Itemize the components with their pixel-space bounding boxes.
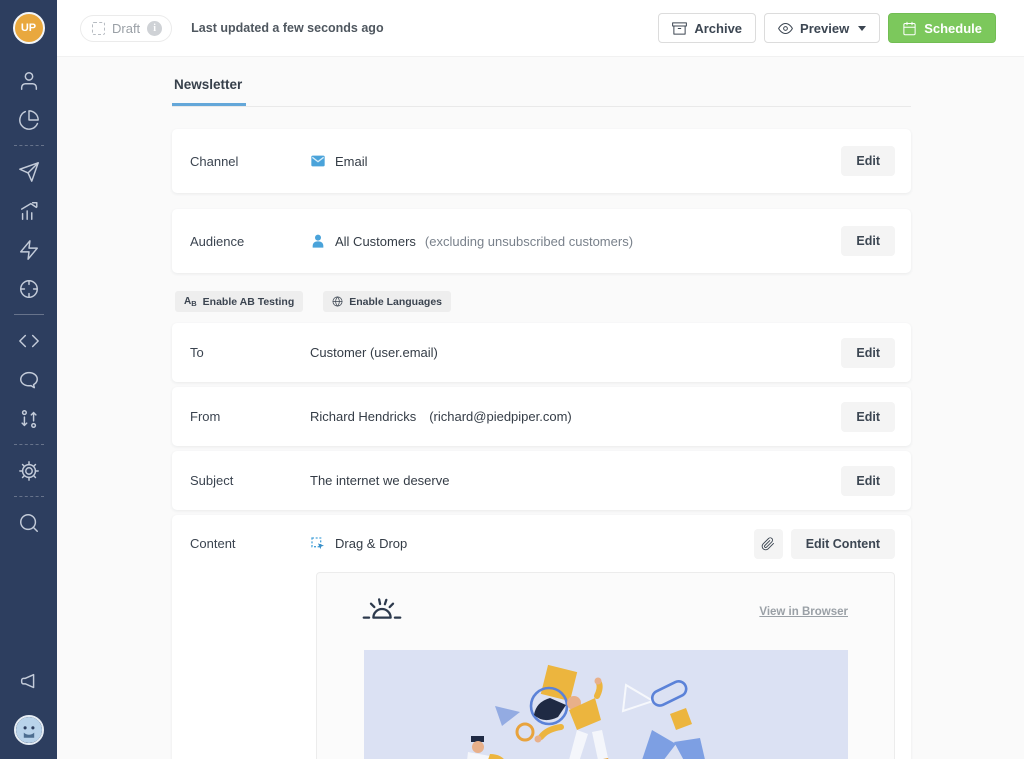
status-label: Draft (112, 20, 141, 36)
sidebar-divider (14, 145, 44, 146)
channel-row (172, 129, 911, 193)
explore-icon[interactable] (18, 278, 40, 300)
from-value: Richard Hendricks (310, 409, 417, 424)
edit-content-button[interactable]: Edit Content (791, 529, 895, 559)
workflow-icon[interactable] (18, 408, 40, 430)
last-updated-text: Last updated a few seconds ago (191, 21, 384, 35)
sidebar-nav (14, 61, 44, 542)
chat-icon[interactable] (18, 369, 40, 391)
to-label: To (190, 345, 204, 360)
users-icon[interactable] (18, 70, 40, 92)
search-icon[interactable] (18, 512, 40, 534)
email-envelope-icon (310, 153, 326, 169)
caret-down-icon (858, 26, 866, 31)
schedule-label: Schedule (924, 20, 982, 36)
audience-row (172, 209, 911, 273)
from-row (172, 387, 911, 446)
campaigns-icon[interactable] (18, 161, 40, 183)
to-edit-button[interactable]: Edit (841, 338, 895, 368)
audience-note: (excluding unsubscribed customers) (424, 233, 634, 249)
calendar-icon (902, 21, 917, 36)
tab-bar (172, 57, 911, 107)
profile-avatar[interactable] (14, 715, 44, 745)
from-email: (richard@piedpiper.com) (429, 409, 572, 424)
to-value: Customer (user.email) (310, 345, 438, 360)
ab-test-icon: AB (184, 295, 197, 308)
sidebar-divider (14, 314, 44, 315)
content-editor-type: Drag & Drop (335, 536, 408, 551)
draft-dashed-icon (92, 22, 105, 35)
audience-label: Audience (190, 233, 245, 249)
segments-icon[interactable] (18, 109, 40, 131)
eye-icon (778, 21, 793, 36)
code-icon[interactable] (18, 330, 40, 352)
tab-newsletter[interactable]: Newsletter (172, 77, 246, 106)
sidebar-divider (14, 496, 44, 497)
workspace-avatar[interactable]: UP (13, 12, 45, 44)
main-area (57, 57, 1024, 759)
channel-label: Channel (190, 153, 239, 169)
content-row (172, 515, 911, 759)
topbar-actions (658, 13, 996, 43)
status-badge (80, 15, 172, 42)
audience-edit-button[interactable]: Edit (841, 226, 895, 256)
from-label: From (190, 409, 221, 424)
content-label: Content (190, 536, 236, 551)
subject-label: Subject (190, 473, 234, 488)
subject-value: The internet we deserve (310, 473, 450, 488)
metrics-icon[interactable] (18, 200, 40, 222)
subject-row (172, 451, 911, 510)
to-row (172, 323, 911, 382)
archive-button[interactable] (658, 13, 756, 43)
announcements-icon[interactable] (18, 671, 40, 693)
preview-button[interactable] (764, 13, 880, 43)
globe-icon (332, 296, 343, 307)
email-hero-illustration (364, 650, 848, 759)
topbar (57, 0, 1024, 57)
toggle-row (175, 291, 911, 312)
languages-label: Enable Languages (349, 295, 443, 308)
email-preview-pane (316, 572, 895, 759)
ab-testing-label: Enable AB Testing (202, 295, 295, 308)
paperclip-icon (761, 537, 775, 551)
subject-edit-button[interactable]: Edit (841, 466, 895, 496)
enable-ab-testing-button[interactable] (175, 291, 303, 312)
archive-icon (672, 21, 687, 36)
settings-icon[interactable] (18, 460, 40, 482)
channel-value: Email (335, 153, 368, 169)
sidebar-divider (14, 444, 44, 445)
enable-languages-button[interactable] (323, 291, 451, 312)
from-edit-button[interactable]: Edit (841, 402, 895, 432)
attachment-button[interactable] (754, 529, 783, 559)
sidebar-bottom (14, 662, 44, 745)
info-icon[interactable]: i (147, 21, 162, 36)
audience-person-icon (310, 233, 326, 249)
schedule-button[interactable] (888, 13, 996, 43)
preview-label: Preview (800, 20, 850, 36)
sidebar (0, 0, 57, 759)
drag-drop-icon (310, 536, 326, 552)
channel-edit-button[interactable]: Edit (841, 146, 895, 176)
archive-label: Archive (694, 20, 743, 36)
sunrise-icon (359, 589, 405, 634)
view-in-browser-link[interactable]: View in Browser (759, 605, 848, 618)
actions-icon[interactable] (18, 239, 40, 261)
audience-value: All Customers (335, 233, 416, 249)
